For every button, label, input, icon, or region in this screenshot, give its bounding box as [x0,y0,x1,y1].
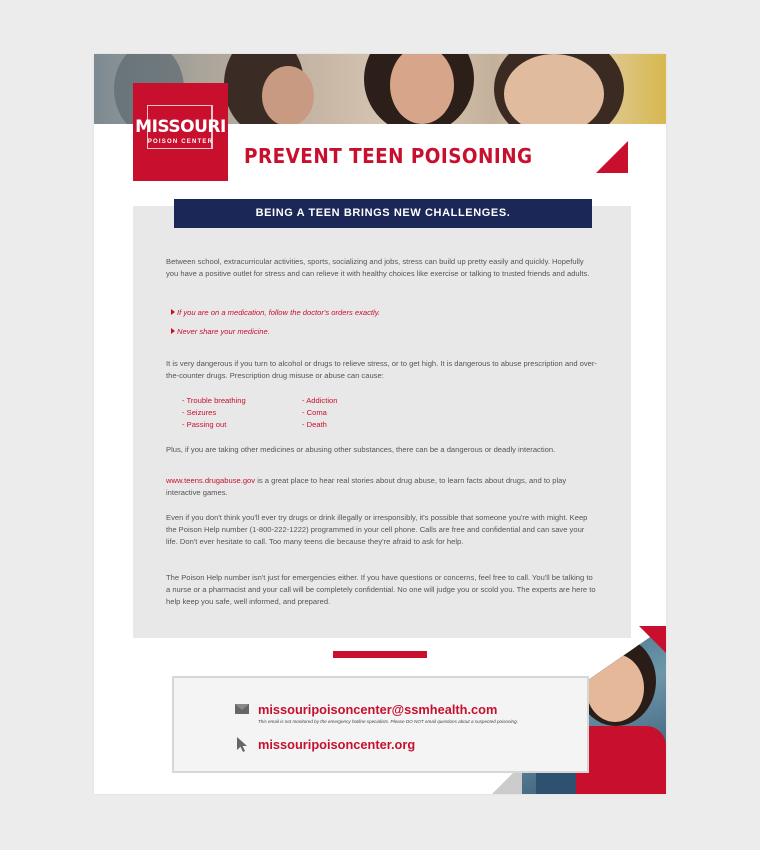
effects-list-right [302,395,337,430]
contact-box [172,676,589,773]
bullet-item [177,327,270,336]
intro-paragraph: Between school, extracurricular activities, sports, socializing and jobs, stress can build up pretty easily and quickly. Hopefully you have a positive outlet for stress and can relieve it with healthy choices like exercise or talking to trusted friends and adults. [166,257,590,279]
teens-site-paragraph [166,475,598,499]
logo-line1: MISSOURI [135,117,226,137]
bullet-item [177,308,380,317]
flyer-page [94,54,666,794]
bullet-arrow-icon [171,328,175,334]
effect-item: - Passing out [182,419,227,429]
cursor-icon [236,737,250,753]
missouri-poison-center-logo [133,83,228,181]
website-link[interactable]: missouripoisoncenter.org [258,737,416,752]
poison-help-paragraph: Even if you don't think you'll ever try drugs or drink illegally or irresponsibly, it's possible that someone you're with might. Keep the Poison Help number (1-800-222-1222) programmed in your cell phone. Calls are free and confidential and can save your life. Don't ever hesitate to call. Too many teens die because they're afraid to ask for help. [166,513,588,547]
teens-drugabuse-link[interactable]: www.teens.drugabuse.gov [166,476,256,485]
decorative-triangle [596,141,628,173]
email-link[interactable]: missouripoisoncenter@ssmhealth.com [258,702,498,717]
effect-item: - Seizures [182,407,217,417]
effects-list-left [182,395,246,430]
danger-paragraph: It is very dangerous if you turn to alcohol or drugs to relieve stress, or to get high. It is dangerous to abuse prescription and over-the-counter drugs. Prescription drug misuse or abuse can cause: [166,359,597,381]
section-banner: BEING A TEEN BRINGS NEW CHALLENGES. [174,199,592,228]
page-title: PREVENT TEEN POISONING [244,144,533,168]
effect-item: - Coma [302,407,327,417]
bullet-text: Never share your medicine. [177,327,270,336]
email-disclaimer: This email is not monitored by the emergency hotline specialists. Please DO NOT email questions about a suspected poisoning. [258,719,518,724]
logo-line2: POISON CENTER [147,139,214,145]
bullet-arrow-icon [171,309,175,315]
interaction-paragraph: Plus, if you are taking other medicines or abusing other substances, there can be a dangerous or deadly interaction. [166,445,556,454]
teens-site-text: is a great place to hear real stories about drug abuse, to learn facts about drugs, and to play interactive games. [166,476,567,498]
effect-item: - Death [302,419,327,429]
envelope-icon [235,704,249,714]
confidential-paragraph: The Poison Help number isn't just for emergencies either. If you have questions or concerns, feel free to call. You'll be talking to a nurse or a pharmacist and your call will be completely confidential. No one will judge you or scold you. The experts are here to help keep you safe, well informed, and prepared. [166,573,596,607]
effect-item: - Trouble breathing [182,396,246,405]
effect-item: - Addiction [302,396,338,405]
bullet-text: If you are on a medication, follow the doctor's orders exactly. [177,308,381,317]
decorative-triangle [639,626,666,653]
divider-bar [333,651,427,658]
